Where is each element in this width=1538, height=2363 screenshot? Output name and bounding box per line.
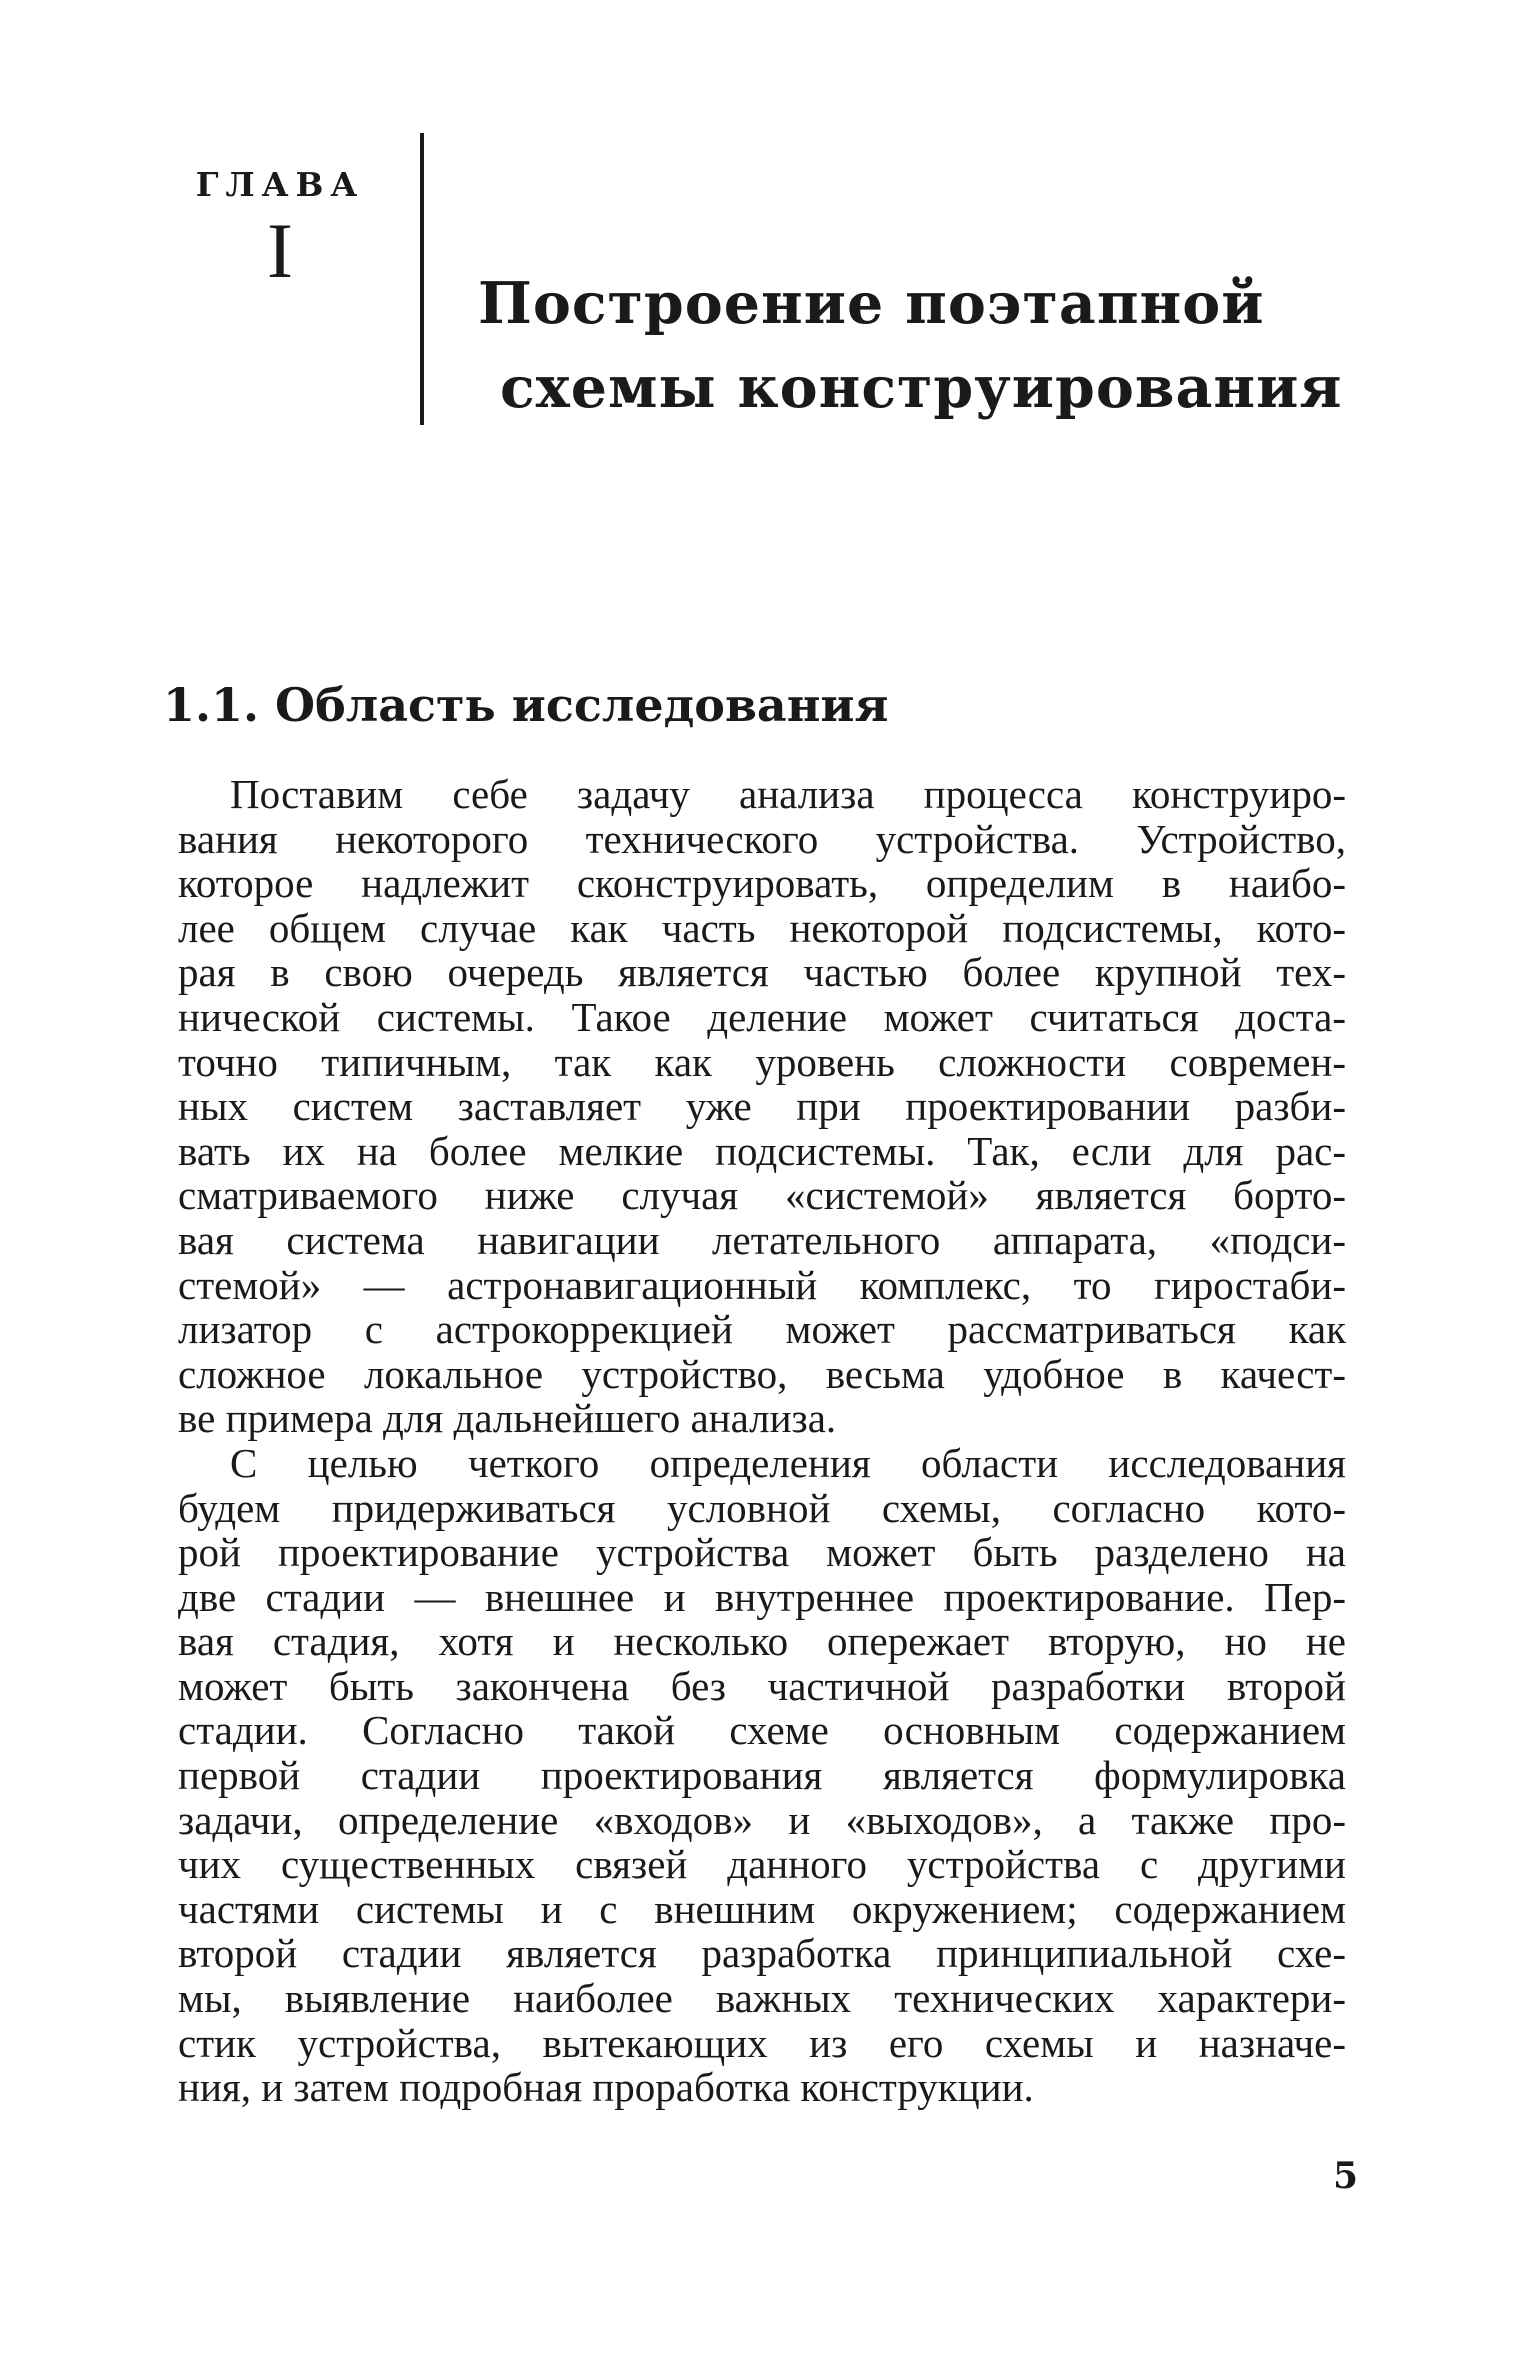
chapter-title-line: схемы конструирования [500, 354, 1343, 421]
text-line: стемой» — астронавигационный комплекс, то гиростаби- [178, 1261, 1346, 1308]
section-heading: 1.1. Область исследования [163, 678, 889, 732]
text-line: стадии. Согласно такой схеме основным содержанием [178, 1707, 1346, 1754]
text-line: ния, и затем подробная проработка конструкции. [178, 2064, 1034, 2111]
text-line: чих существенных связей данного устройства с другими [178, 1841, 1346, 1888]
text-line: лее общем случае как часть некоторой подсистемы, кото- [178, 904, 1346, 951]
text-line: будем придерживаться условной схемы, согласно кото- [178, 1484, 1346, 1531]
chapter-title-line: Построение поэтапной [478, 270, 1265, 337]
chapter-title [478, 262, 1378, 430]
page-number: 5 [1332, 2155, 1358, 2197]
text-line: вая стадия, хотя и несколько опережает вторую, но не [178, 1618, 1346, 1665]
text-line: вания некоторого технического устройства. Устройство, [178, 815, 1346, 862]
text-line: нической системы. Такое деление может считаться доста- [178, 993, 1346, 1040]
text-line: ве примера для дальнейшего анализа. [178, 1395, 837, 1442]
text-line: сматриваемого ниже случая «системой» является борто- [178, 1172, 1346, 1219]
chapter-divider [420, 133, 424, 425]
text-line: рая в свою очередь является частью более крупной тех- [178, 949, 1346, 996]
body-text [178, 772, 1346, 2110]
paragraph [178, 772, 1346, 1441]
text-line: может быть закончена без частичной разработки второй [178, 1662, 1346, 1709]
text-line: которое надлежит сконструировать, определим в наибо- [178, 860, 1346, 907]
text-line: стик устройства, вытекающих из его схемы и назначе- [178, 2019, 1346, 2066]
text-line: сложное локальное устройство, весьма удобное в качест- [178, 1350, 1346, 1397]
chapter-label: ГЛАВА [195, 165, 365, 204]
chapter-number: I [267, 207, 293, 294]
text-line: частями системы и с внешним окружением; содержанием [178, 1885, 1346, 1932]
text-line: лизатор с астрокоррекцией может рассматриваться как [178, 1306, 1346, 1353]
text-line: две стадии — внешнее и внутреннее проектирование. Пер- [178, 1573, 1346, 1620]
text-line: мы, выявление наиболее важных технических характери- [178, 1975, 1346, 2022]
paragraph [178, 1441, 1346, 2110]
text-line: Поставим себе задачу анализа процесса конструиро- [230, 771, 1346, 817]
text-line: первой стадии проектирования является формулировка [178, 1752, 1346, 1799]
text-line: ных систем заставляет уже при проектировании разби- [178, 1083, 1346, 1130]
text-line: С целью четкого определения области исследования [230, 1439, 1346, 1486]
text-line: рой проектирование устройства может быть разделено на [178, 1529, 1346, 1576]
text-line: точно типичным, так как уровень сложности современ- [178, 1038, 1346, 1085]
text-line: вать их на более мелкие подсистемы. Так, если для рас- [178, 1127, 1346, 1174]
text-line: второй стадии является разработка принципиальной схе- [178, 1930, 1346, 1977]
text-line: вая система навигации летательного аппарата, «подси- [178, 1216, 1346, 1263]
text-line: задачи, определение «входов» и «выходов», а также про- [178, 1796, 1346, 1843]
